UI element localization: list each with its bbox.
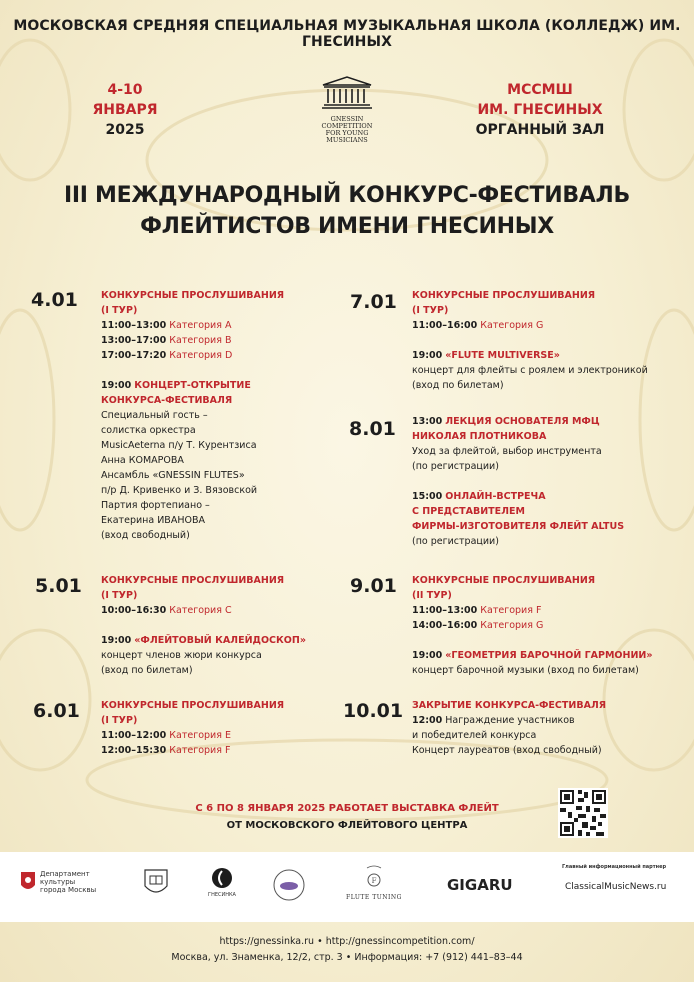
event-detail: Уход за флейтой, выбор инструмента (412, 446, 602, 457)
day-schedule-1001 (412, 698, 682, 758)
exhibition-line: С 6 ПО 8 ЯНВАРЯ 2025 РАБОТАЕТ ВЫСТАВКА ФЛЕЙТ (195, 803, 499, 814)
event-title: КОНКУРСА-ФЕСТИВАЛЯ (101, 395, 233, 406)
association-emblem-icon (272, 868, 306, 902)
sponsor-gigaru: GIGARU (447, 876, 513, 894)
flute-tuning-emblem-icon (365, 864, 383, 892)
time: 19:00 (412, 650, 443, 661)
event-title: (I ТУР) (101, 590, 138, 601)
event-title: (I ТУР) (101, 305, 138, 316)
date-month: ЯНВАРЯ (92, 102, 158, 118)
time: 19:00 (101, 635, 132, 646)
event-title: КОНКУРСНЫЕ ПРОСЛУШИВАНИЯ (101, 700, 285, 711)
event-title: НИКОЛАЯ ПЛОТНИКОВА (412, 431, 547, 442)
time: 10:00–16:30 (101, 605, 167, 616)
event-title: ЛЕКЦИЯ ОСНОВАТЕЛЯ МФЦ (445, 416, 600, 427)
time: 15:00 (412, 491, 443, 502)
event-detail: концерт барочной музыки (вход по билетам) (412, 665, 639, 676)
category: Категория F (169, 745, 231, 756)
event-detail: Екатерина ИВАНОВА (101, 515, 205, 526)
column-building-icon (321, 76, 373, 110)
sponsor-dept-culture (20, 870, 96, 894)
sponsor-text: культуры (40, 878, 76, 886)
time: 13:00 (412, 416, 443, 427)
title-line: ФЛЕЙТИСТОВ ИМЕНИ ГНЕСИНЫХ (140, 214, 554, 239)
footer-address: Москва, ул. Знаменка, 12/2, стр. 3 • Информация: +7 (912) 441–83–44 (171, 952, 523, 963)
event-detail: Партия фортепиано – (101, 500, 210, 511)
category: Категория B (169, 335, 232, 346)
date-label: 4.01 (31, 289, 78, 311)
event-detail: солистка оркестра (101, 425, 196, 436)
event-title: КОНКУРСНЫЕ ПРОСЛУШИВАНИЯ (412, 575, 596, 586)
exhibition-line: ОТ МОСКОВСКОГО ФЛЕЙТОВОГО ЦЕНТРА (226, 820, 468, 831)
venue-name: ИМ. ГНЕСИНЫХ (477, 102, 603, 118)
festival-dates (80, 80, 170, 140)
logo-text-line: GNESSIN (330, 115, 364, 123)
moscow-coat-of-arms-icon (20, 871, 36, 893)
sponsor-flute-tuning (346, 864, 402, 901)
date-year: 2025 (105, 122, 145, 138)
event-title: «FLUTE MULTIVERSE» (445, 350, 560, 361)
venue (455, 80, 625, 140)
event-detail: (вход по билетам) (412, 380, 504, 391)
time: 11:00–16:00 (412, 320, 478, 331)
event-detail: концерт членов жюри конкурса (101, 650, 262, 661)
svg-text:F: F (371, 877, 377, 885)
sponsor-text: ГНЕСИНКА (208, 892, 236, 898)
sponsor-text: города Москвы (40, 886, 97, 894)
sponsor-text: Департамент (40, 870, 90, 878)
event-title: С ПРЕДСТАВИТЕЛЕМ (412, 506, 525, 517)
event-detail: Награждение участников (445, 715, 575, 726)
day-schedule-0701 (412, 288, 682, 393)
event-detail: п/р Д. Кривенко и З. Вязовской (101, 485, 258, 496)
date-label: 7.01 (350, 291, 397, 313)
sponsor-strip (0, 852, 694, 922)
event-title: «ГЕОМЕТРИЯ БАРОЧНОЙ ГАРМОНИИ» (445, 650, 653, 661)
category: Категория G (480, 620, 544, 631)
date-label: 9.01 (350, 575, 397, 597)
event-title: КОНЦЕРТ-ОТКРЫТИЕ (134, 380, 251, 391)
time: 19:00 (412, 350, 443, 361)
school-crest-icon (143, 868, 169, 898)
event-title: КОНКУРСНЫЕ ПРОСЛУШИВАНИЯ (412, 290, 596, 301)
time: 11:00–13:00 (101, 320, 167, 331)
venue-hall: ОРГАННЫЙ ЗАЛ (475, 122, 605, 138)
event-detail: и победителей конкурса (412, 730, 537, 741)
event-detail: (по регистрации) (412, 461, 499, 472)
category: Категория G (480, 320, 544, 331)
title-line: III МЕЖДУНАРОДНЫЙ КОНКУРС-ФЕСТИВАЛЬ (64, 183, 630, 208)
event-detail: (вход свободный) (101, 530, 190, 541)
event-detail: Специальный гость – (101, 410, 208, 421)
date-label: 6.01 (33, 700, 80, 722)
time: 14:00–16:00 (412, 620, 478, 631)
footer (0, 934, 694, 966)
event-title: (I ТУР) (412, 305, 449, 316)
event-title: «ФЛЕЙТОВЫЙ КАЛЕЙДОСКОП» (134, 635, 306, 646)
day-schedule-0601 (101, 698, 341, 758)
logo-text-line: FOR YOUNG (325, 129, 369, 137)
festival-title (0, 180, 694, 242)
category: Категория D (169, 350, 233, 361)
date-range: 4-10 (107, 82, 143, 98)
event-title: ФИРМЫ-ИЗГОТОВИТЕЛЯ ФЛЕЙТ ALTUS (412, 521, 625, 532)
time: 13:00–17:00 (101, 335, 167, 346)
event-detail: Ансамбль «GNESSIN FLUTES» (101, 470, 245, 481)
competition-logo (307, 76, 387, 144)
event-title: ОНЛАЙН-ВСТРЕЧА (445, 491, 546, 502)
time: 11:00–13:00 (412, 605, 478, 616)
logo-text-line: COMPETITION (321, 122, 373, 130)
event-detail: (вход по билетам) (101, 665, 193, 676)
day-schedule-0801 (412, 414, 682, 549)
date-label: 5.01 (35, 575, 82, 597)
day-schedule-0501 (101, 573, 341, 678)
time: 19:00 (101, 380, 132, 391)
sponsor-partner-label: Главный информационный партнер (562, 864, 667, 870)
event-title: КОНКУРСНЫЕ ПРОСЛУШИВАНИЯ (101, 290, 285, 301)
sponsor-text: FLUTE TUNING (346, 894, 402, 901)
logo-text-line: MUSICIANS (326, 136, 368, 144)
event-detail: Концерт лауреатов (вход свободный) (412, 745, 602, 756)
event-title: (I ТУР) (101, 715, 138, 726)
time: 17:00–17:20 (101, 350, 167, 361)
gnesinka-logo-icon (210, 866, 234, 890)
date-label: 10.01 (343, 700, 404, 722)
event-detail: (по регистрации) (412, 536, 499, 547)
sponsor-classical-music-news: ClassicalMusicNews.ru (565, 882, 667, 892)
venue-school: МССМШ (507, 82, 573, 98)
event-title: КОНКУРСНЫЕ ПРОСЛУШИВАНИЯ (101, 575, 285, 586)
event-title: (II ТУР) (412, 590, 452, 601)
event-detail: MusicAeterna п/у Т. Курентзиса (101, 440, 257, 451)
school-name: МОСКОВСКАЯ СРЕДНЯЯ СПЕЦИАЛЬНАЯ МУЗЫКАЛЬНАЯ ШКОЛА (КОЛЛЕДЖ) ИМ. ГНЕСИНЫХ (13, 18, 681, 50)
date-label: 8.01 (349, 418, 396, 440)
category: Категория A (169, 320, 232, 331)
event-detail: Анна КОМАРОВА (101, 455, 184, 466)
sponsor-gnesinka (206, 866, 238, 898)
time: 11:00–12:00 (101, 730, 167, 741)
category: Категория E (169, 730, 231, 741)
day-schedule-0901 (412, 573, 682, 678)
category: Категория F (480, 605, 542, 616)
day-schedule-0401 (101, 288, 341, 543)
time: 12:00–15:30 (101, 745, 167, 756)
event-title: ЗАКРЫТИЕ КОНКУРСА-ФЕСТИВАЛЯ (412, 700, 607, 711)
event-detail: концерт для флейты с роялем и электроникой (412, 365, 648, 376)
qr-code[interactable] (558, 788, 608, 838)
time: 12:00 (412, 715, 443, 726)
category: Категория C (169, 605, 232, 616)
footer-links[interactable]: https://gnessinka.ru • http://gnessincompetition.com/ (219, 936, 475, 947)
